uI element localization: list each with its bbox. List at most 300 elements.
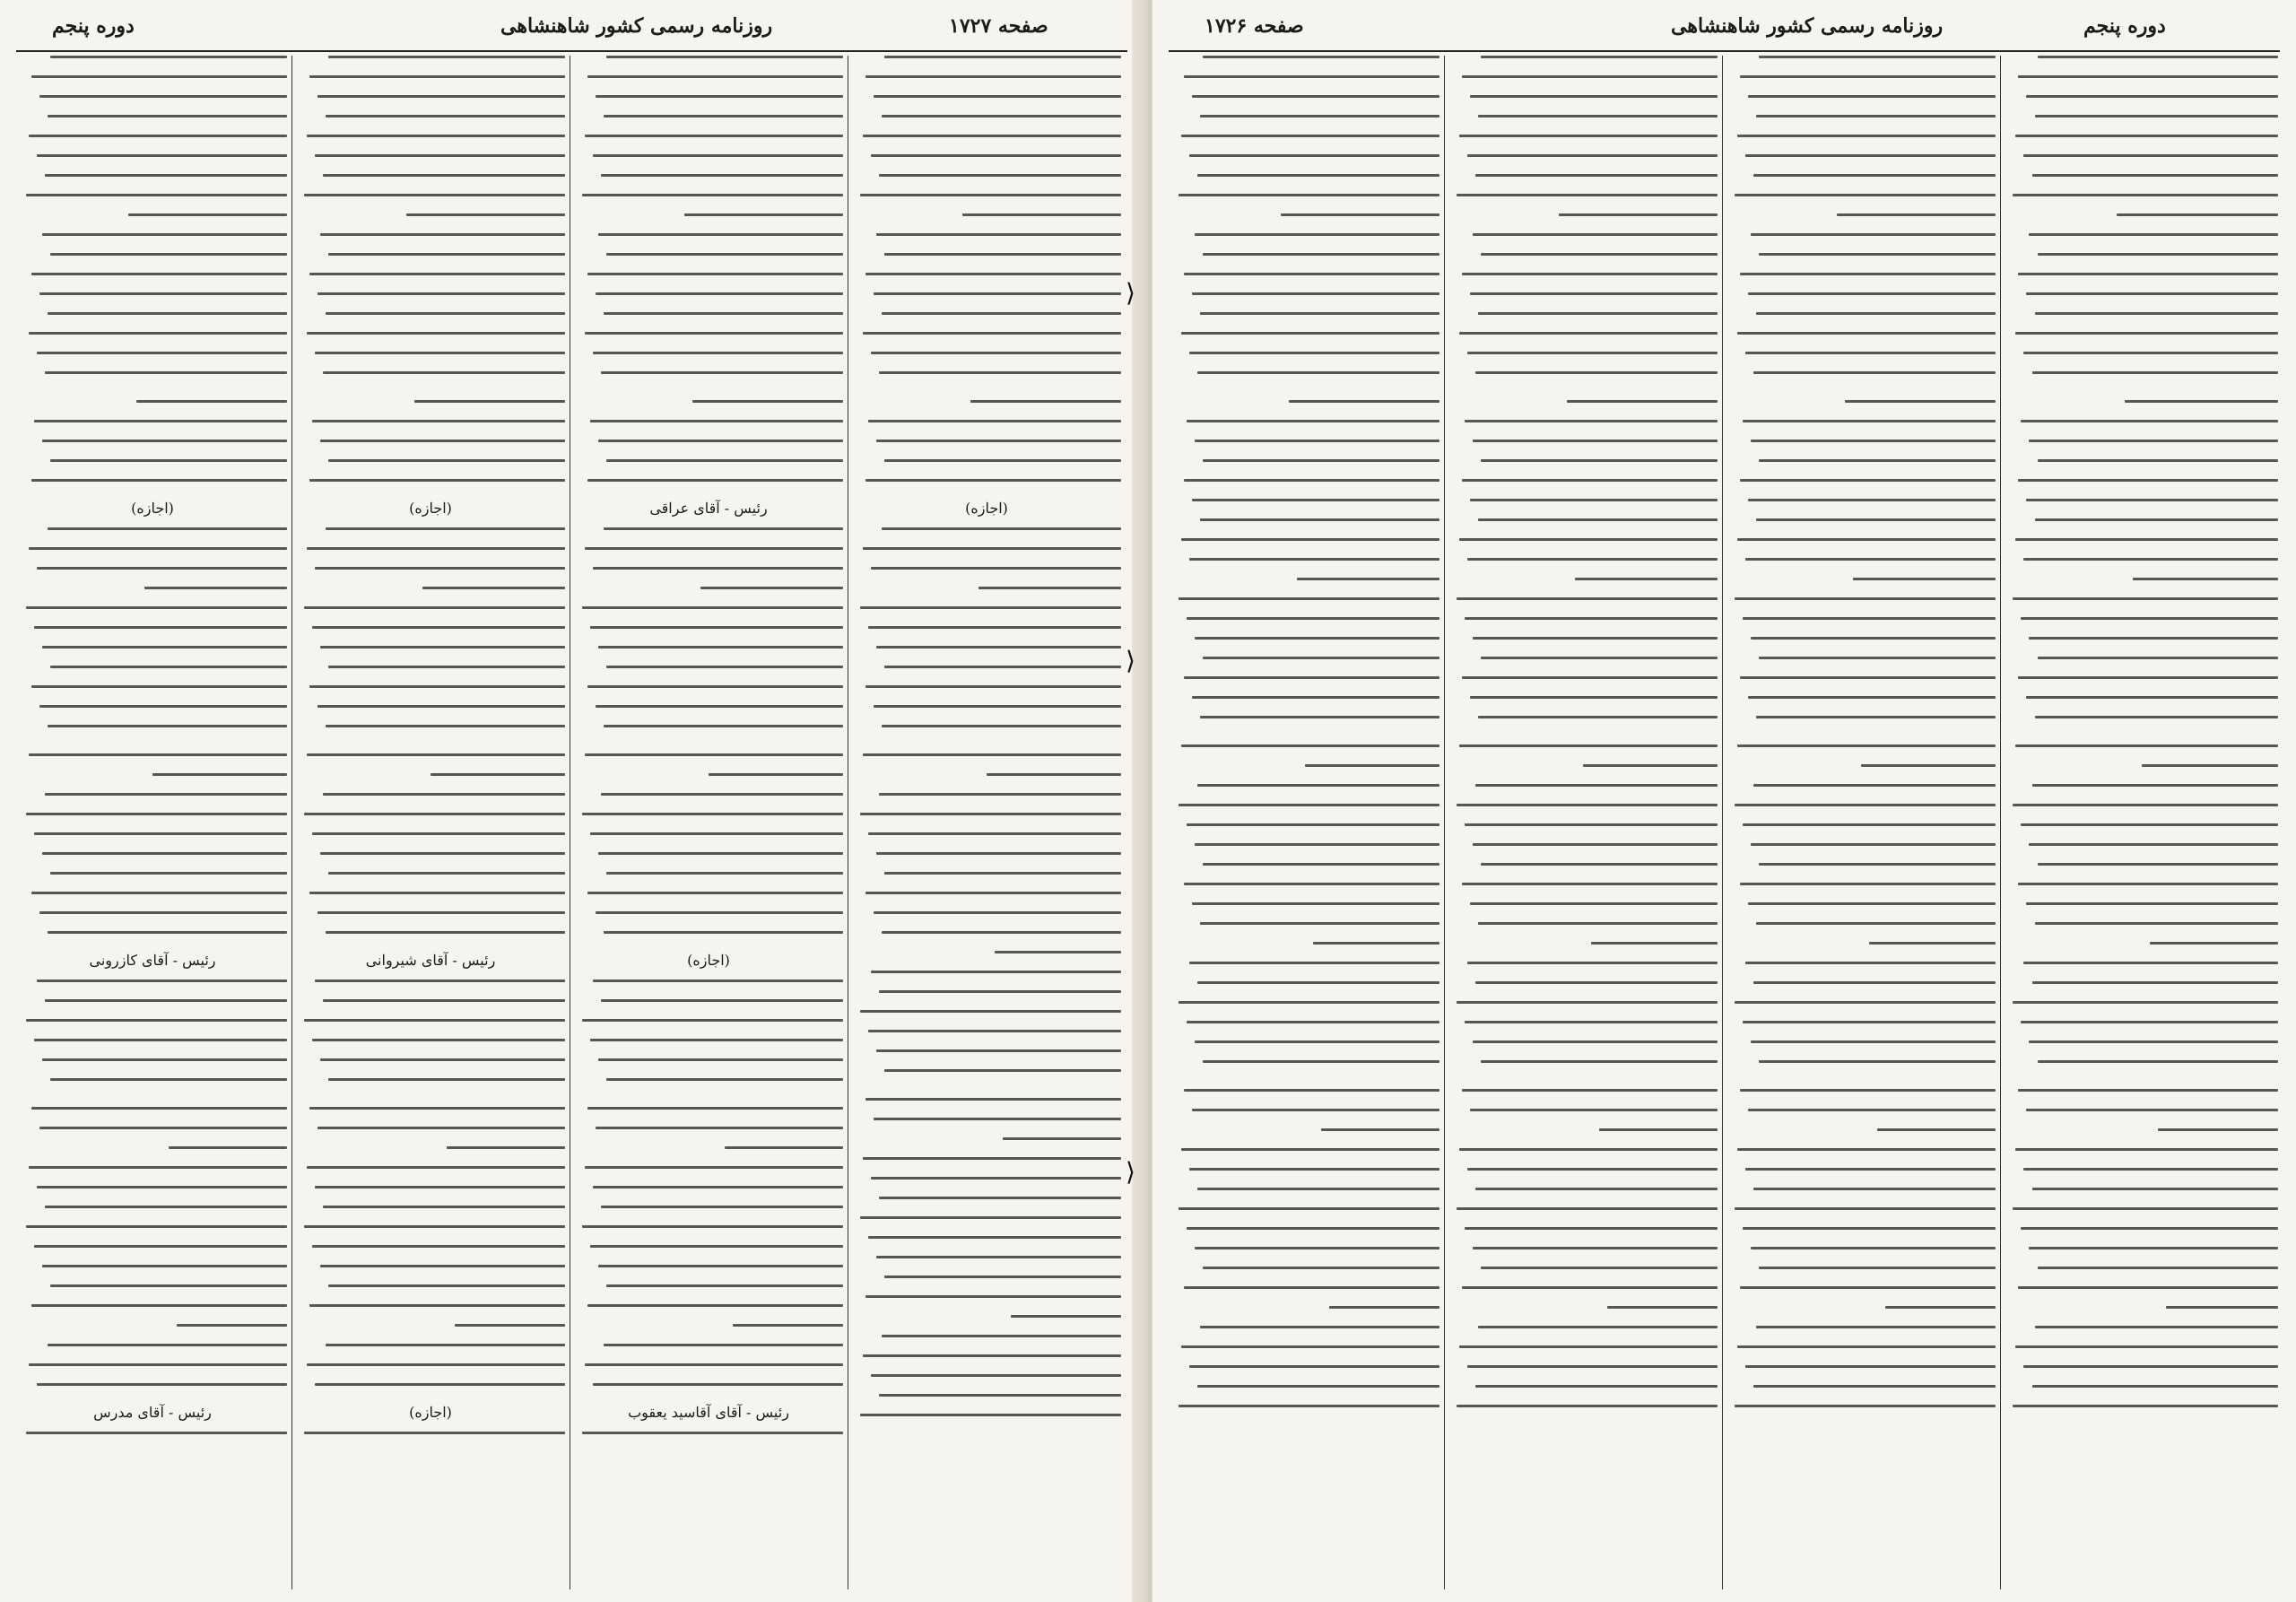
text-line <box>1178 1405 1439 1407</box>
text-line <box>2035 115 2278 118</box>
text-line <box>307 753 565 756</box>
text-line <box>307 1166 565 1169</box>
text-line <box>2035 716 2278 718</box>
text-line <box>312 832 565 835</box>
text-line <box>2018 1286 2278 1289</box>
text-line <box>1457 597 1718 600</box>
text-line <box>1753 1188 1996 1190</box>
text-line <box>1475 981 1718 984</box>
text-line <box>42 1265 287 1267</box>
text-line <box>31 685 287 688</box>
text-line <box>1740 676 1996 679</box>
text-line <box>2018 479 2278 482</box>
text-line <box>1481 863 1718 866</box>
text-line <box>2013 804 2278 806</box>
binding-mark: ⟩ <box>1126 646 1135 675</box>
text-line <box>309 685 565 688</box>
text-line <box>587 75 843 78</box>
text-line <box>1184 1089 1439 1092</box>
text-line <box>709 773 843 776</box>
text-line <box>315 1186 565 1188</box>
text-line <box>304 1432 565 1434</box>
text-line <box>879 1394 1121 1397</box>
text-line <box>1481 56 1718 58</box>
text-line <box>587 1107 843 1110</box>
text-line <box>34 1039 287 1041</box>
text-line <box>2018 273 2278 275</box>
text-line <box>1473 843 1718 846</box>
text-line <box>2032 1385 2279 1388</box>
text-line <box>1751 440 1996 442</box>
text-line <box>1559 213 1718 216</box>
text-line <box>2158 1128 2278 1131</box>
text-line <box>2038 56 2278 58</box>
text-line <box>596 95 843 98</box>
text-line <box>1743 617 1996 620</box>
text-line <box>1753 1385 1996 1388</box>
text-line <box>304 194 565 196</box>
text-line <box>2029 1040 2278 1043</box>
text-line <box>128 213 287 216</box>
text-line <box>1297 578 1439 580</box>
text-line <box>1459 538 1718 541</box>
text-line <box>1200 716 1439 718</box>
text-line <box>1203 56 1439 58</box>
paragraph-gap <box>574 391 843 400</box>
text-line <box>39 705 287 708</box>
text-line <box>604 312 843 315</box>
text-line <box>593 1383 843 1386</box>
text-line <box>1181 135 1439 137</box>
text-line <box>326 725 565 727</box>
text-line <box>590 626 843 629</box>
text-line <box>1465 1227 1718 1230</box>
paragraph-gap <box>1726 391 1996 400</box>
text-line <box>1305 764 1439 767</box>
paragraph-gap <box>1170 1080 1439 1089</box>
text-line <box>1203 1267 1439 1269</box>
text-line <box>37 979 287 982</box>
text-line <box>304 1225 565 1228</box>
text-line <box>320 440 565 442</box>
text-line <box>2026 902 2278 905</box>
text-line <box>2018 75 2278 78</box>
text-line <box>328 1284 565 1287</box>
text-line <box>1203 253 1439 256</box>
text-line <box>45 371 287 374</box>
text-line <box>1459 135 1718 137</box>
text-line <box>1737 1148 1996 1151</box>
text-line <box>882 1335 1121 1337</box>
text-line <box>1737 332 1996 335</box>
text-column <box>852 56 1121 1591</box>
text-line <box>884 666 1121 668</box>
text-line <box>2032 174 2279 177</box>
text-line <box>733 1324 843 1327</box>
text-line <box>1189 1168 1439 1171</box>
text-line <box>315 154 565 157</box>
text-line <box>882 725 1121 727</box>
text-line <box>1470 499 1718 501</box>
text-line <box>1189 962 1439 964</box>
text-column <box>18 56 287 1591</box>
text-line <box>1195 1040 1439 1043</box>
text-line <box>1756 312 1996 315</box>
text-line <box>1740 479 1996 482</box>
text-line <box>1861 764 1996 767</box>
text-line <box>1178 1207 1439 1210</box>
text-line <box>1478 1326 1718 1328</box>
text-line <box>1457 1207 1718 1210</box>
text-line <box>874 911 1121 914</box>
text-line <box>863 135 1121 137</box>
text-line <box>882 931 1121 934</box>
text-line <box>1567 400 1718 403</box>
text-line <box>31 892 287 894</box>
text-line <box>414 400 565 403</box>
text-line <box>1184 883 1439 885</box>
text-line <box>1178 1001 1439 1004</box>
text-line <box>606 1284 843 1287</box>
text-line <box>34 626 287 629</box>
text-line <box>34 832 287 835</box>
text-line <box>48 1344 287 1346</box>
text-line <box>1181 332 1439 335</box>
text-line <box>312 626 565 629</box>
text-line <box>26 1432 287 1434</box>
text-line <box>312 420 565 422</box>
text-line <box>2023 352 2278 354</box>
paragraph-gap <box>1170 391 1439 400</box>
text-line <box>1735 1001 1996 1004</box>
paragraph-gap <box>574 1098 843 1107</box>
text-line <box>1181 538 1439 541</box>
text-line <box>700 587 843 589</box>
text-line <box>860 606 1121 609</box>
text-line <box>304 1019 565 1022</box>
text-line <box>31 1107 287 1110</box>
text-line <box>596 292 843 295</box>
text-line <box>2038 657 2278 659</box>
text-line <box>1203 863 1439 866</box>
text-line <box>2117 213 2278 216</box>
text-line <box>1745 352 1996 354</box>
text-line <box>1289 400 1439 403</box>
text-line <box>406 213 565 216</box>
text-line <box>1475 784 1718 787</box>
text-line <box>1751 637 1996 640</box>
text-line <box>323 999 565 1002</box>
text-line <box>1751 1247 1996 1249</box>
text-line <box>962 213 1121 216</box>
text-line <box>587 892 843 894</box>
text-line <box>2023 962 2278 964</box>
text-line <box>1459 1345 1718 1348</box>
text-line <box>1737 538 1996 541</box>
text-line <box>582 1225 843 1228</box>
text-line <box>48 527 287 530</box>
text-line <box>1737 1345 1996 1348</box>
text-line <box>26 813 287 815</box>
paragraph-gap <box>18 1451 287 1460</box>
text-line <box>1189 558 1439 561</box>
text-line <box>1189 352 1439 354</box>
text-line <box>39 911 287 914</box>
text-line <box>315 567 565 570</box>
paragraph-gap <box>2005 1424 2278 1433</box>
text-line <box>604 1344 843 1346</box>
text-line <box>1459 332 1718 335</box>
text-line <box>587 685 843 688</box>
text-line <box>307 332 565 335</box>
text-line <box>312 1245 565 1248</box>
text-line <box>1470 1109 1718 1111</box>
text-line <box>1462 75 1718 78</box>
text-line <box>45 174 287 177</box>
text-line <box>598 646 843 649</box>
text-line <box>1200 115 1439 118</box>
text-line <box>320 852 565 855</box>
text-line <box>50 872 287 875</box>
text-line <box>1599 1128 1718 1131</box>
text-line <box>876 233 1121 236</box>
text-line <box>48 115 287 118</box>
text-line <box>2026 95 2278 98</box>
text-line <box>2013 597 2278 600</box>
text-line <box>1197 1188 1439 1190</box>
text-line <box>2013 1405 2278 1407</box>
text-line <box>1475 1385 1718 1388</box>
paragraph-gap <box>1726 736 1996 744</box>
text-line <box>606 872 843 875</box>
text-line <box>1737 135 1996 137</box>
text-line <box>1748 1109 1996 1111</box>
text-line <box>1745 558 1996 561</box>
text-line <box>37 567 287 570</box>
text-line <box>1203 657 1439 659</box>
text-line <box>863 753 1121 756</box>
text-column <box>2005 56 2278 1591</box>
text-line <box>582 606 843 609</box>
text-line <box>1607 1306 1718 1309</box>
text-line <box>585 547 843 550</box>
column-rule <box>2000 56 2001 1589</box>
text-line <box>50 666 287 668</box>
text-line <box>1181 1345 1439 1348</box>
paragraph-gap <box>18 391 287 400</box>
speaker-heading: (اجازه) <box>687 952 730 969</box>
text-line <box>590 1039 843 1041</box>
text-line <box>596 1127 843 1129</box>
text-line <box>590 832 843 835</box>
text-line <box>1192 1109 1439 1111</box>
text-line <box>315 1383 565 1386</box>
text-line <box>1470 902 1718 905</box>
paragraph-gap <box>852 744 1121 753</box>
text-line <box>328 666 565 668</box>
text-line <box>1756 716 1996 718</box>
text-line <box>2026 499 2278 501</box>
text-line <box>1759 459 1996 462</box>
text-line <box>884 1276 1121 1278</box>
text-line <box>1478 922 1718 925</box>
text-line <box>1481 657 1718 659</box>
text-line <box>42 852 287 855</box>
text-line <box>1743 823 1996 826</box>
speaker-heading: رئیس - آقای عراقی <box>649 500 768 517</box>
text-line <box>879 174 1121 177</box>
text-line <box>1281 213 1439 216</box>
text-line <box>315 979 565 982</box>
text-line <box>1195 1247 1439 1249</box>
text-line <box>42 233 287 236</box>
text-line <box>1481 253 1718 256</box>
text-line <box>601 793 843 796</box>
text-line <box>593 154 843 157</box>
text-column <box>296 56 565 1591</box>
text-line <box>2150 942 2278 945</box>
left-page-header <box>16 9 1127 52</box>
text-line <box>29 1363 287 1366</box>
text-line <box>31 1304 287 1307</box>
paragraph-gap <box>1448 391 1718 400</box>
text-line <box>309 273 565 275</box>
text-line <box>1759 253 1996 256</box>
text-line <box>879 793 1121 796</box>
text-line <box>1756 1326 1996 1328</box>
text-line <box>1465 617 1718 620</box>
text-line <box>860 813 1121 815</box>
text-line <box>2038 863 2278 866</box>
text-line <box>604 527 843 530</box>
text-line <box>2038 459 2278 462</box>
text-line <box>1759 1267 1996 1269</box>
text-line <box>317 705 565 708</box>
text-line <box>315 352 565 354</box>
text-line <box>1197 174 1439 177</box>
text-line <box>45 1206 287 1208</box>
text-line <box>2023 1168 2278 1171</box>
text-line <box>1192 95 1439 98</box>
text-line <box>874 705 1121 708</box>
paragraph-gap <box>574 744 843 753</box>
text-line <box>587 479 843 482</box>
text-line <box>1189 1365 1439 1368</box>
text-line <box>1756 518 1996 521</box>
text-line <box>328 253 565 256</box>
text-line <box>1192 292 1439 295</box>
text-line <box>1187 1227 1439 1230</box>
text-line <box>585 753 843 756</box>
column-rule <box>291 56 292 1589</box>
text-line <box>596 911 843 914</box>
text-line <box>309 1304 565 1307</box>
text-line <box>725 1146 843 1149</box>
text-line <box>2021 617 2278 620</box>
paragraph-gap <box>296 1098 565 1107</box>
text-line <box>326 527 565 530</box>
text-line <box>1735 597 1996 600</box>
text-line <box>326 312 565 315</box>
text-line <box>304 606 565 609</box>
paragraph-gap <box>2005 391 2278 400</box>
text-line <box>2035 518 2278 521</box>
speaker-heading: (اجازه) <box>409 1404 452 1421</box>
text-line <box>876 852 1121 855</box>
text-line <box>2029 440 2278 442</box>
text-line <box>1329 1306 1439 1309</box>
text-line <box>871 971 1121 973</box>
text-line <box>978 587 1121 589</box>
speaker-heading: رئیس - آقای شیروانی <box>365 952 496 969</box>
paragraph-gap <box>296 391 565 400</box>
text-line <box>48 312 287 315</box>
text-line <box>2021 823 2278 826</box>
text-line <box>582 194 843 196</box>
text-line <box>606 1078 843 1081</box>
text-line <box>317 95 565 98</box>
paragraph-gap <box>852 391 1121 400</box>
text-line <box>320 1265 565 1267</box>
text-line <box>587 1304 843 1307</box>
text-line <box>860 1414 1121 1416</box>
text-line <box>1735 1405 1996 1407</box>
paragraph-gap <box>852 1089 1121 1098</box>
text-line <box>2032 1188 2279 1190</box>
text-line <box>1473 1040 1718 1043</box>
text-line <box>1467 558 1718 561</box>
text-line <box>1478 518 1718 521</box>
text-line <box>598 440 843 442</box>
text-line <box>2166 1306 2278 1309</box>
text-line <box>1735 194 1996 196</box>
text-line <box>50 1078 287 1081</box>
text-line <box>1457 1001 1718 1004</box>
text-line <box>144 587 287 589</box>
paragraph-gap <box>1448 1080 1718 1089</box>
text-line <box>606 56 843 58</box>
text-line <box>2133 578 2278 580</box>
text-line <box>2013 1207 2278 1210</box>
text-line <box>593 979 843 982</box>
text-line <box>31 273 287 275</box>
text-line <box>1200 922 1439 925</box>
text-line <box>2029 843 2278 846</box>
text-line <box>1735 1207 1996 1210</box>
text-line <box>1748 292 1996 295</box>
text-line <box>884 872 1121 875</box>
text-line <box>1187 1021 1439 1023</box>
text-line <box>1753 981 1996 984</box>
text-line <box>455 1324 565 1327</box>
right-page-number: صفحه ۱۷۲۶ <box>1205 14 1304 38</box>
text-line <box>323 793 565 796</box>
text-line <box>884 253 1121 256</box>
text-line <box>987 773 1121 776</box>
text-line <box>307 135 565 137</box>
text-line <box>863 1354 1121 1357</box>
paragraph-gap <box>296 744 565 753</box>
speaker-heading: رئیس - آقای کازرونی <box>89 952 216 969</box>
text-line <box>2015 538 2278 541</box>
paragraph-gap <box>1726 1424 1996 1433</box>
text-line <box>2035 922 2278 925</box>
text-line <box>606 666 843 668</box>
text-line <box>863 1157 1121 1160</box>
text-line <box>1197 1385 1439 1388</box>
left-paper-title: روزنامه رسمی کشور شاهنشاهی <box>500 14 773 38</box>
text-line <box>868 626 1121 629</box>
